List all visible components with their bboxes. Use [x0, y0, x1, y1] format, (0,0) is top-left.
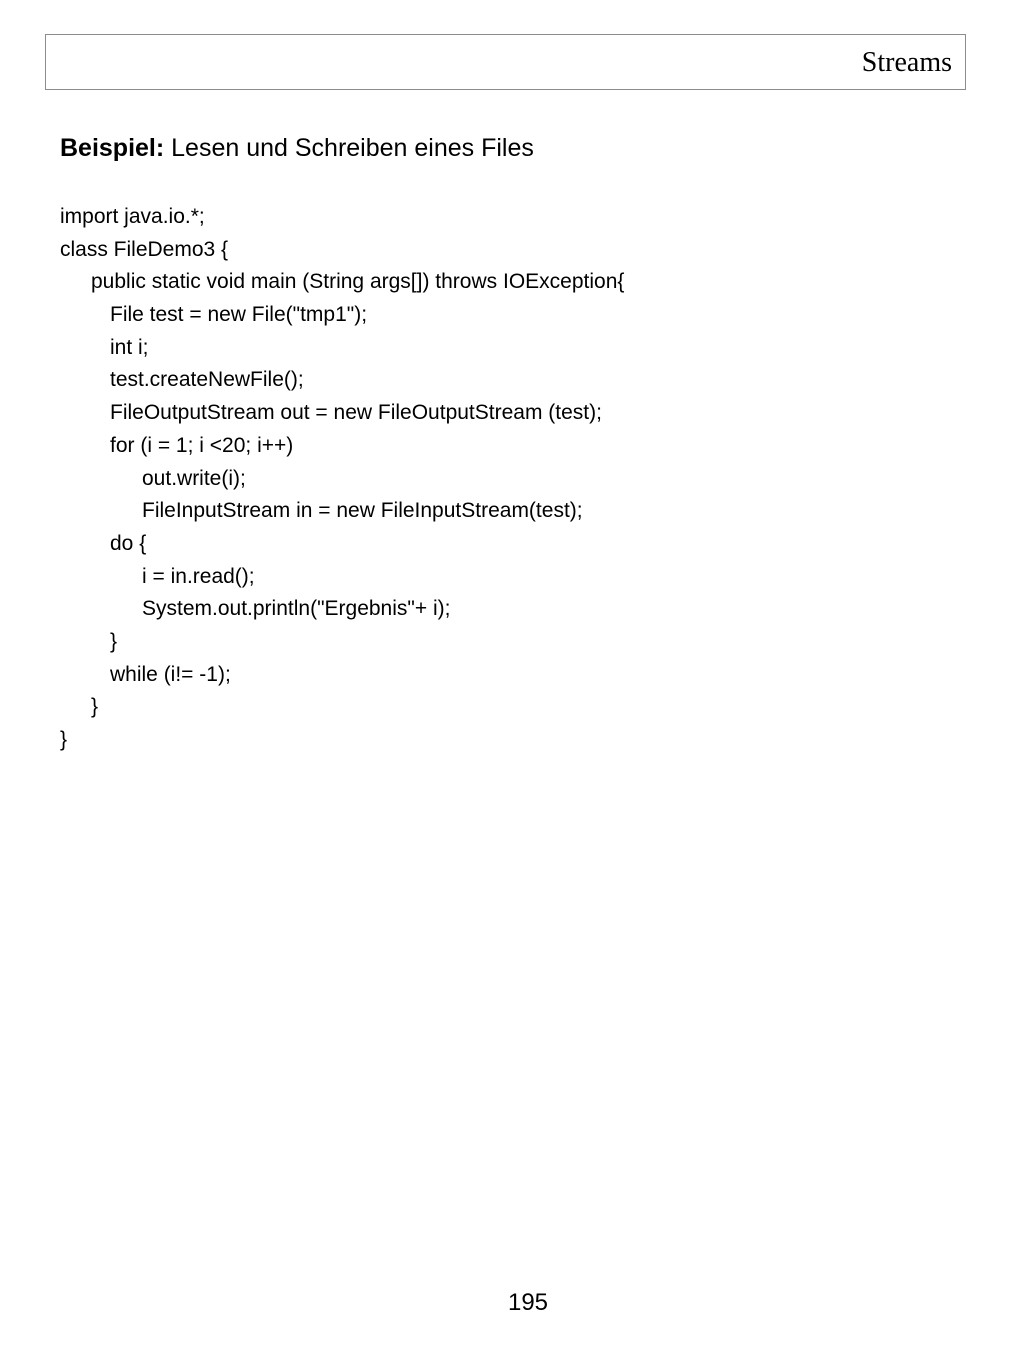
code-line: while (i!= -1); [110, 662, 231, 686]
code-line: File test = new File("tmp1"); [110, 303, 368, 327]
code-line: } [91, 695, 99, 719]
heading-text: Lesen und Schreiben eines Files [164, 134, 534, 162]
page-number: 195 [507, 1289, 549, 1316]
code-line: } [60, 728, 68, 751]
code-listing [60, 201, 624, 757]
heading-label: Beispiel: [60, 134, 165, 162]
code-line: FileOutputStream out = new FileOutputStream (test); [110, 401, 602, 425]
code-line: for (i = 1; i <20; i++) [110, 433, 294, 457]
code-line: i = in.read(); [142, 564, 255, 588]
code-line: System.out.println("Ergebnis"+ i); [142, 597, 451, 621]
header-box [45, 34, 966, 90]
code-line: FileInputStream in = new FileInputStream(test); [142, 499, 583, 523]
code-line: do { [110, 531, 147, 555]
page-heading [60, 132, 534, 164]
code-line: } [110, 629, 118, 653]
code-line: int i; [110, 335, 149, 359]
code-line: out.write(i); [142, 466, 246, 490]
code-line: test.createNewFile(); [110, 368, 304, 392]
code-line: import java.io.*; [60, 205, 205, 228]
code-line: public static void main (String args[]) throws IOException{ [91, 270, 625, 294]
header-title: Streams [861, 47, 952, 78]
code-line: class FileDemo3 { [60, 237, 229, 261]
